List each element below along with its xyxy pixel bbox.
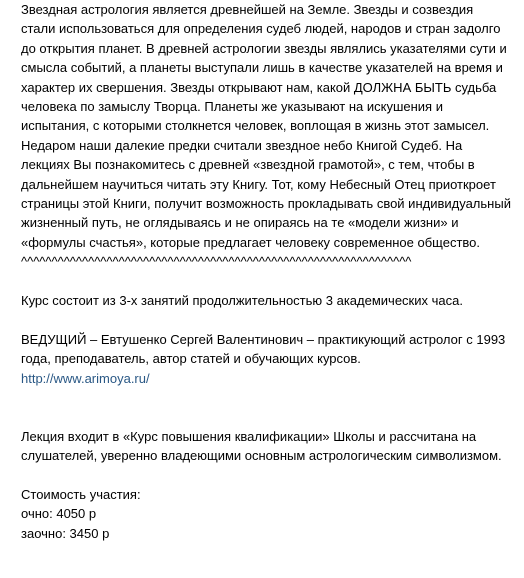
price-distance: заочно: 3450 р <box>21 525 110 541</box>
spacer <box>21 388 511 407</box>
host-info: ВЕДУЩИЙ – Евтушенко Сергей Валентинович – практикующий астролог с 1993 года, преподаватель, автор статей и обучающих курсов. <box>21 331 506 367</box>
course-info: Курс состоит из 3-х занятий продолжительностью 3 академических часа. <box>21 293 463 309</box>
spacer <box>21 407 511 426</box>
intro-paragraph: Звездная астрология является древнейшей на Земле. Звезды и созвездия стали использоваться для определения судеб людей, народов и стран задолго до открытия планет. В древней астрологии звезды являлись указателями сути и смысла событий, а планеты выступали лишь в качестве указателей на время и характер их свершения. Звезды открывают нам, какой ДОЛЖНА БЫТЬ судьба человека по замыслу Творца. Планеты же указывают на искушения и испытания, с которыми столкнется человек, воплощая в жизнь этот замысел. Недаром наши далекие предки считали звездное небо Книгой Судеб. На лекциях Вы познакомитесь с древней «звездной грамотой», с тем, чтобы в дальнейшем научиться читать эту Книгу. Тот, кому Небесный Отец приоткроет страницы этой Книги, получит возможность прокладывать свой индивидуальный жизненный путь, не оглядываясь и не опираясь на те «модели жизни» и «формулы счастья», которые предлагает человеку современное общество. <box>21 2 511 250</box>
spacer <box>21 466 511 485</box>
price-title: Стоимость участия: <box>21 487 141 503</box>
spacer <box>21 272 511 291</box>
host-website-link[interactable]: http://www.arimoya.ru/ <box>21 370 150 386</box>
price-fulltime: очно: 4050 р <box>21 506 97 522</box>
spacer <box>21 310 511 329</box>
post-text <box>21 0 511 543</box>
separator-line: ^^^^^^^^^^^^^^^^^^^^^^^^^^^^^^^^^^^^^^^^^^^^^^^^^^^^^^^^^^^^^^^^ <box>21 254 412 270</box>
lecture-info: Лекция входит в «Курс повышения квалификации» Школы и рассчитана на слушателей, уверенно владеющими основным астрологическим символизмом. <box>21 428 502 464</box>
